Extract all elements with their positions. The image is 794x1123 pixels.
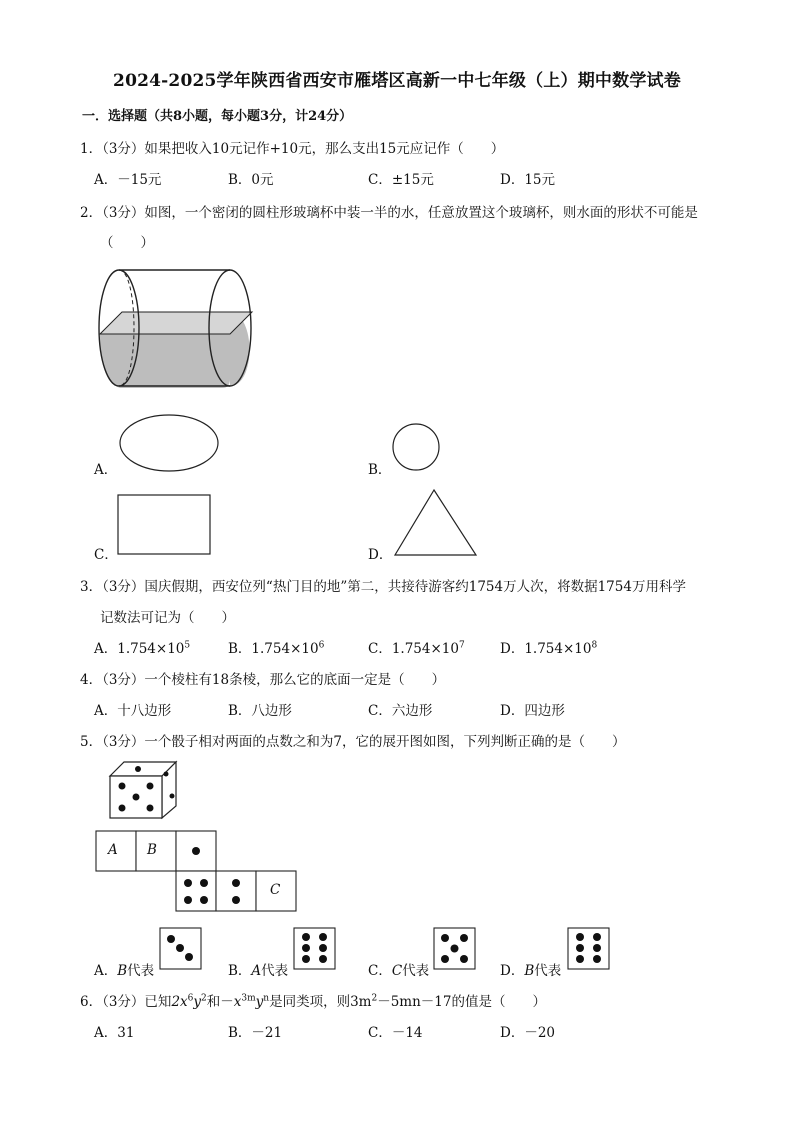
q6-option-d: D．－20 (500, 1025, 556, 1041)
q2-option-d-label: D． (368, 547, 393, 563)
q2-option-c-label: C． (94, 547, 118, 563)
q3-option-a: A．$1.754\times 10^5$ (94, 640, 191, 657)
q4-option-c: C．六边形 (368, 703, 433, 719)
q3-option-c: C．$1.754\times 10^7$ (368, 640, 465, 657)
q6-option-b: B．－21 (228, 1025, 283, 1041)
q4-option-b: B．八边形 (228, 703, 292, 719)
dice-face-three-icon (159, 927, 203, 971)
q5-option-b: B．A代表 (228, 963, 289, 979)
q5-option-d: D．B代表 (500, 963, 562, 979)
question-2-stem-line2: （ ） (100, 235, 154, 251)
triangle-shape-icon (393, 488, 479, 558)
question-5-stem: 5．（3分）一个骰子相对两面的点数之和为7，它的展开图如图，下列判断正确的是（ ） (80, 734, 626, 750)
net-label-b: B (147, 842, 157, 858)
q3-option-b: B．$1.754\times 10^6$ (228, 640, 325, 657)
question-3-stem-line1: 3．（3分）国庆假期，西安位列“热门目的地”第二，共接待游客约1754万人次，将数据1754万用科学 (80, 579, 686, 595)
q2-option-a-label: A． (94, 462, 118, 478)
q5-option-c: C．C代表 (368, 963, 430, 979)
q1-option-c: C．±15元 (368, 172, 434, 188)
dice-face-six-icon-2 (567, 927, 611, 971)
cylinder-figure (96, 266, 256, 391)
section-heading: 一．选择题（共8小题，每小题3分，计24分） (82, 109, 353, 124)
dice-face-five-icon (433, 927, 477, 971)
net-label-c: C (270, 882, 281, 898)
q1-option-a: A．－15元 (94, 172, 162, 188)
question-3-stem-line2: 记数法可记为（ ） (100, 610, 235, 626)
question-4-stem: 4．（3分）一个棱柱有18条棱，那么它的底面一定是（ ） (80, 672, 446, 688)
q6-option-c: C．－14 (368, 1025, 423, 1041)
rectangle-shape-icon (117, 494, 212, 556)
ellipse-shape-icon (118, 413, 220, 473)
q2-option-b-label: B． (368, 462, 392, 478)
q3-option-d: D．$1.754\times 10^8$ (500, 640, 598, 657)
dice-3d-figure (108, 760, 180, 820)
circle-shape-icon (391, 423, 441, 473)
q6-option-a: A．31 (94, 1025, 135, 1041)
dice-net-figure (95, 830, 299, 912)
exam-title: 2024-2025学年陕西省西安市雁塔区高新一中七年级（上）期中数学试卷 (113, 71, 681, 91)
question-1-stem: 1．（3分）如果把收入10元记作+10元，那么支出15元应记作（ ） (80, 141, 505, 157)
q4-option-d: D．四边形 (500, 703, 565, 719)
q1-option-b: B．0元 (228, 172, 274, 188)
q5-option-a: A．B代表 (94, 963, 155, 979)
net-label-a: A (108, 842, 118, 858)
question-6-stem: 6．（3分）已知$2x^6y^2$和$-x^{3m}y^n$是同类项，则$3m^2-5mn-17$的值是（ ） (80, 993, 546, 1010)
dice-face-six-icon (293, 927, 337, 971)
q1-option-d: D．15元 (500, 172, 556, 188)
question-2-stem-line1: 2．（3分）如图，一个密闭的圆柱形玻璃杯中装一半的水，任意放置这个玻璃杯，则水面的形状不可能是 (80, 205, 698, 221)
q4-option-a: A．十八边形 (94, 703, 172, 719)
